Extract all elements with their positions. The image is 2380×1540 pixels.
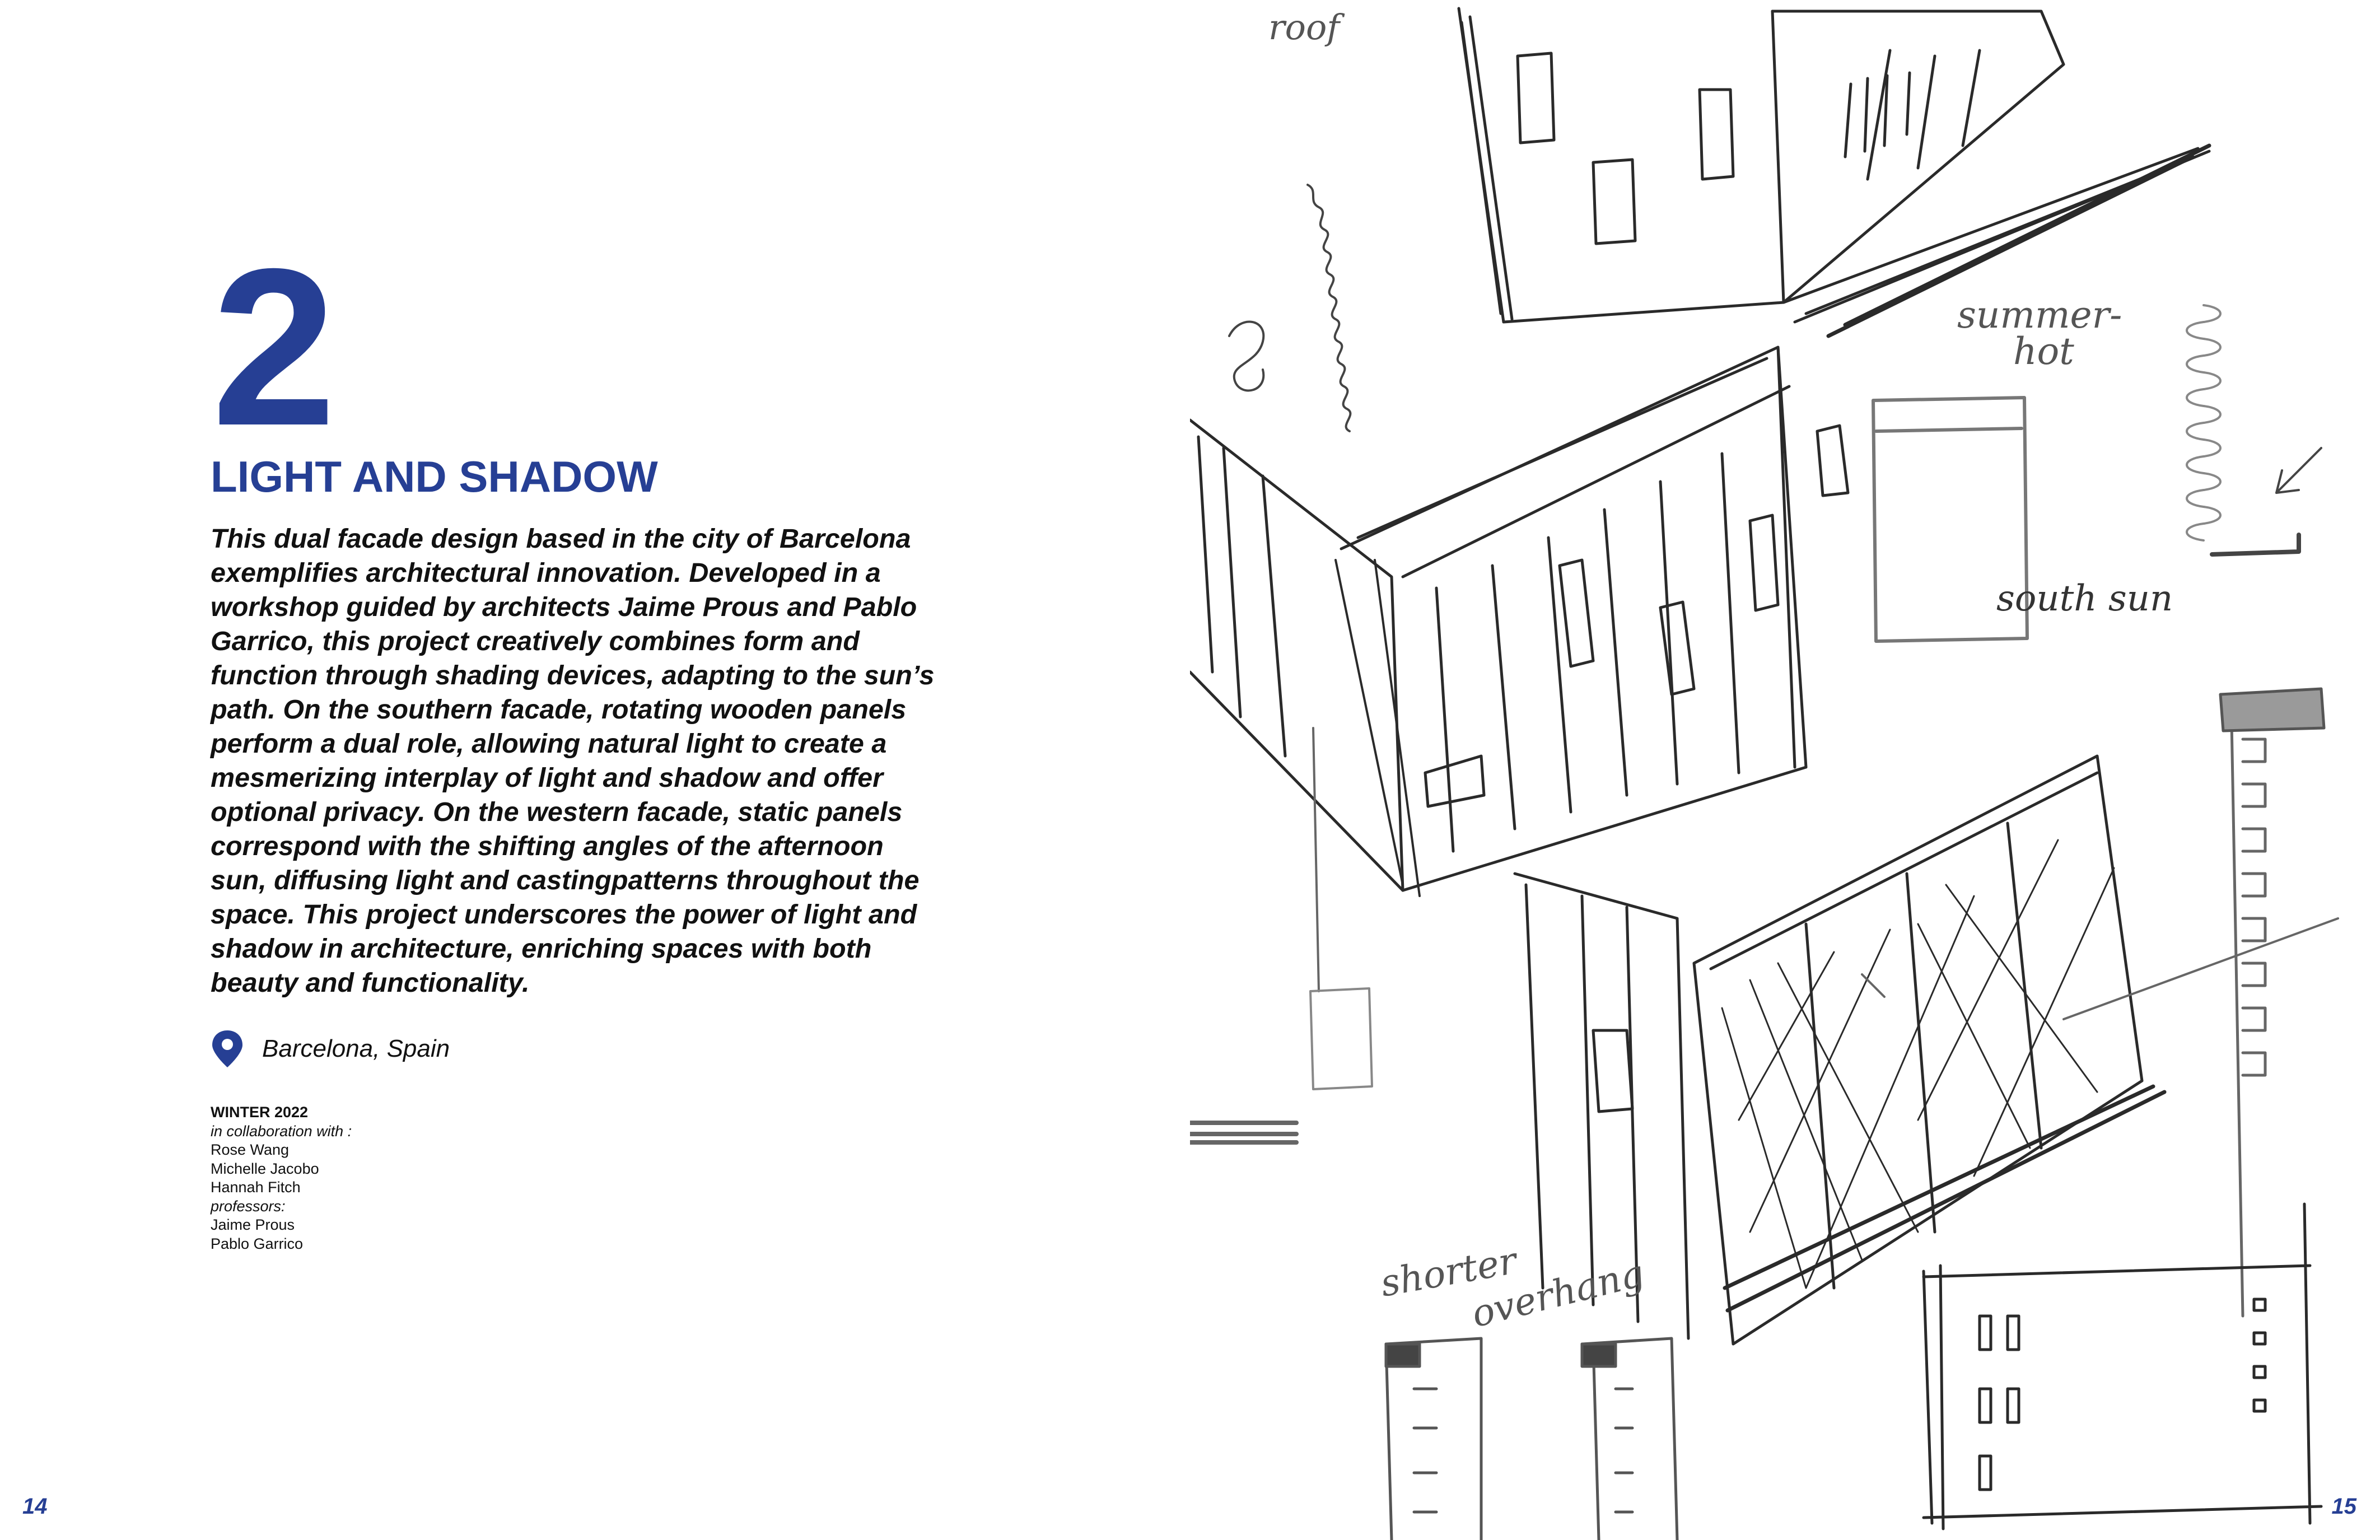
collaborator: Michelle Jacobo bbox=[211, 1160, 319, 1177]
annotation-roof: roof bbox=[1268, 7, 1340, 48]
description-line: path. On the southern facade, rotating wooden panels bbox=[211, 694, 907, 725]
sketch-bottom-right-elevation bbox=[1924, 1204, 2321, 1529]
annotation-hot: hot bbox=[2013, 330, 2074, 373]
location bbox=[211, 1029, 450, 1068]
sketch-left-details bbox=[1190, 728, 1372, 1142]
project-number: 2 bbox=[212, 222, 331, 472]
annotation-summer: summer- bbox=[1957, 293, 2122, 337]
professor: Pablo Garrico bbox=[211, 1235, 304, 1252]
description-line: space. This project underscores the power of light and bbox=[211, 899, 917, 930]
season: WINTER 2022 bbox=[211, 1104, 309, 1121]
description-line: sun, diffusing light and castingpatterns throughout the bbox=[211, 865, 920, 895]
description-line: shadow in architecture, enriching spaces with both bbox=[211, 934, 872, 964]
credits bbox=[211, 1103, 352, 1253]
description-line: function through shading devices, adapting to the sun’s bbox=[211, 660, 935, 690]
description-line: perform a dual role, allowing natural light to create a bbox=[211, 729, 887, 759]
location-pin-icon bbox=[211, 1029, 244, 1068]
location-text: Barcelona, Spain bbox=[262, 1035, 450, 1062]
sketch-top-building bbox=[1459, 8, 2209, 336]
collaboration-label: in collaboration with : bbox=[211, 1122, 352, 1140]
sketch-annotations bbox=[1268, 7, 2173, 1336]
description-line: beauty and functionality. bbox=[211, 968, 530, 998]
sketch-bottom-left-strips bbox=[1386, 1338, 1677, 1540]
description-line: Garrico, this project creatively combines form and bbox=[211, 626, 860, 656]
project-title: LIGHT AND SHADOW bbox=[211, 452, 658, 501]
professor: Jaime Prous bbox=[211, 1216, 295, 1233]
sketch-serrated-column bbox=[2220, 689, 2324, 1316]
sketch-bottom-building bbox=[1515, 756, 2164, 1344]
description-line: mesmerizing interplay of light and shadow and offer bbox=[211, 763, 883, 793]
description-line: correspond with the shifting angles of the afternoon bbox=[211, 831, 884, 861]
collaborator: Rose Wang bbox=[211, 1141, 290, 1158]
right-page bbox=[1190, 0, 2380, 1540]
sketch-middle-building bbox=[1190, 347, 1848, 896]
sketch-wavy-lines-left bbox=[1229, 185, 1350, 431]
page-number-left: 14 bbox=[22, 1494, 48, 1519]
page-number-right: 15 bbox=[2331, 1494, 2356, 1519]
description-line: workshop guided by architects Jaime Prous and Pablo bbox=[211, 592, 917, 622]
sketch-wavy-lines-right bbox=[2187, 305, 2321, 554]
project-description bbox=[211, 522, 978, 1000]
description-line: optional privacy. On the western facade, static panels bbox=[211, 797, 903, 827]
description-line: exemplifies architectural innovation. Developed in a bbox=[211, 558, 881, 588]
collaborator: Hannah Fitch bbox=[211, 1179, 301, 1196]
description-line: This dual facade design based in the city of Barcelona bbox=[211, 524, 911, 554]
annotation-overhang: overhang bbox=[1467, 1251, 1649, 1336]
annotation-shorter: shorter bbox=[1377, 1239, 1520, 1305]
annotation-south-sun: south sun bbox=[1996, 578, 2173, 619]
facade-sketch-illustration bbox=[1190, 0, 2380, 1540]
professors-label: professors: bbox=[211, 1197, 286, 1215]
